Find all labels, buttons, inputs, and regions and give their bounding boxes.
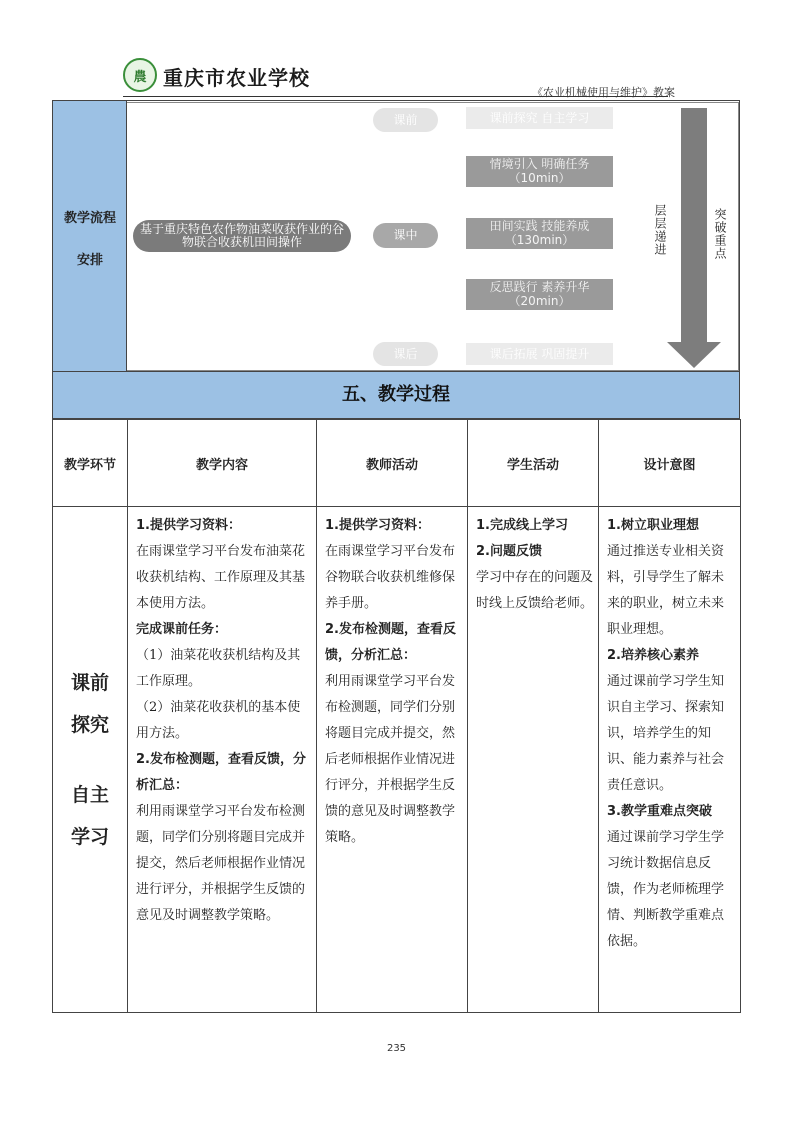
flow-label-line2: 安排 xyxy=(76,253,103,268)
content-heading-3: 2.发布检测题，查看反馈，分析汇总： xyxy=(136,752,306,793)
step-post-box: 课后拓展 巩固提升 xyxy=(466,343,613,365)
course-title: 《农业机械使用与维护》教案 xyxy=(532,86,675,99)
step-2-time: （130min） xyxy=(504,233,575,247)
stage-line2: 探究 xyxy=(70,713,109,736)
phase-before-pill: 课前 xyxy=(373,108,438,132)
teacher-text-1: 在雨课堂学习平台发布谷物联合收获机维修保养手册。 xyxy=(325,544,456,611)
down-arrow-head-icon xyxy=(667,342,721,368)
header-stage: 教学环节 xyxy=(53,420,128,507)
design-heading-3: 3.教学重难点突破 xyxy=(607,804,712,819)
step-3-box xyxy=(466,279,613,310)
design-text-2: 通过课前学习学生知识自主学习、探索知识，培养学生的知识、能力素养与社会责任意识。 xyxy=(607,674,725,793)
down-arrow-icon xyxy=(681,108,707,344)
design-text-1: 通过推送专业相关资料，引导学生了解未来的职业，树立未来职业理想。 xyxy=(607,544,725,637)
student-text-1: 学习中存在的问题及时线上反馈给老师。 xyxy=(476,570,594,611)
step-pre-box: 课前探究 自主学习 xyxy=(466,107,613,129)
teacher-heading-1: 1.提供学习资料： xyxy=(325,518,430,533)
step-2-box xyxy=(466,218,613,249)
header-student: 学生活动 xyxy=(468,420,599,507)
teaching-process-table xyxy=(52,419,741,1013)
phase-after-pill: 课后 xyxy=(373,342,438,366)
flow-label-cell xyxy=(53,101,127,371)
content-text-2: （1）油菜花收获机结构及其工作原理。 xyxy=(136,648,301,689)
student-heading-1: 1.完成线上学习 xyxy=(476,518,568,533)
stage-line1: 课前 xyxy=(70,671,109,694)
content-heading-1: 1.提供学习资料： xyxy=(136,518,241,533)
breakthrough-label: 突破重点 xyxy=(713,208,727,260)
content-cell xyxy=(128,507,317,1013)
header-content: 教学内容 xyxy=(128,420,317,507)
design-heading-1: 1.树立职业理想 xyxy=(607,518,699,533)
progressive-label: 层层递进 xyxy=(653,204,667,256)
step-3-label: 反思践行 素养升华 xyxy=(489,280,590,294)
student-heading-2: 2.问题反馈 xyxy=(476,544,542,559)
stage-line4: 学习 xyxy=(70,825,109,848)
step-1-box xyxy=(466,156,613,187)
main-topic-pill: 基于重庆特色农作物油菜收获作业的谷物联合收获机田间操作 xyxy=(133,220,351,252)
step-2-label: 田间实践 技能养成 xyxy=(489,219,590,233)
section-title: 五、教学过程 xyxy=(52,372,740,419)
content-text-3: （2）油菜花收获机的基本使用方法。 xyxy=(136,700,301,741)
step-1-time: （10min） xyxy=(508,171,571,185)
design-heading-2: 2.培养核心素养 xyxy=(607,648,699,663)
stage-line3: 自主 xyxy=(70,783,109,806)
school-logo xyxy=(123,58,157,92)
step-1-label: 情境引入 明确任务 xyxy=(489,157,590,171)
logo-text: 農 xyxy=(133,69,147,85)
header-teacher: 教师活动 xyxy=(317,420,468,507)
student-cell xyxy=(468,507,599,1013)
page-number: 235 xyxy=(386,1043,407,1054)
phase-during-pill: 课中 xyxy=(373,223,438,248)
stage-cell xyxy=(53,507,128,1013)
flow-label-line1: 教学流程 xyxy=(63,211,116,226)
header-design: 设计意图 xyxy=(599,420,741,507)
table-header-row xyxy=(53,420,741,507)
design-cell xyxy=(599,507,741,1013)
design-text-3: 通过课前学习学生学习统计数据信息反馈，作为老师梳理学情、判断教学重难点依据。 xyxy=(607,830,725,949)
teacher-cell xyxy=(317,507,468,1013)
table-row xyxy=(53,507,741,1013)
teacher-text-2: 利用雨课堂学习平台发布检测题，同学们分别将题目完成并提交，然后老师根据作业情况进行评分，并根据学生反馈的意见及时调整教学策略。 xyxy=(325,674,456,845)
teacher-heading-2: 2.发布检测题，查看反馈，分析汇总： xyxy=(325,622,456,663)
step-3-time: （20min） xyxy=(508,294,571,308)
school-name: 重庆市农业学校 xyxy=(163,66,310,90)
content-text-4: 利用雨课堂学习平台发布检测题，同学们分别将题目完成并提交，然后老师根据作业情况进行评分，并根据学生反馈的意见及时调整教学策略。 xyxy=(136,804,306,923)
content-heading-2: 完成课前任务： xyxy=(136,622,228,637)
content-text-1: 在雨课堂学习平台发布油菜花收获机结构、工作原理及其基本使用方法。 xyxy=(136,544,306,611)
